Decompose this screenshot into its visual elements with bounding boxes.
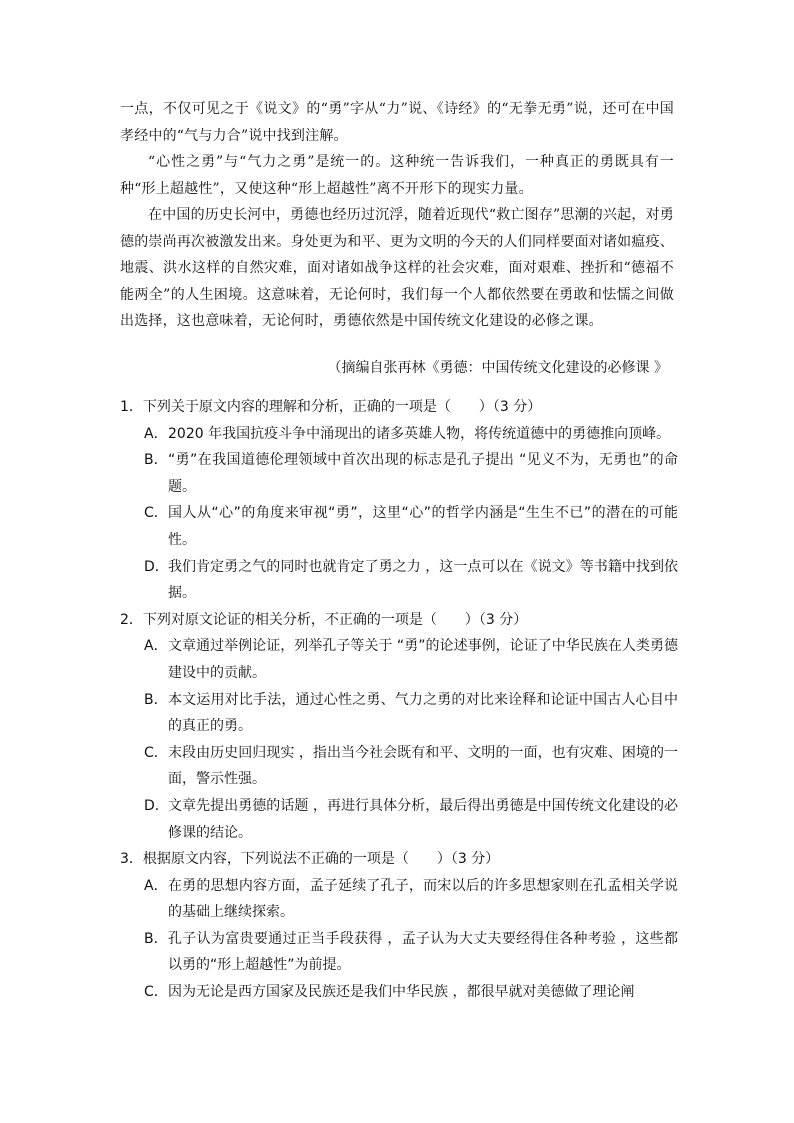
option-b bbox=[120, 926, 678, 979]
option-letter: A． bbox=[144, 877, 168, 894]
option-c bbox=[120, 979, 678, 1006]
question-list bbox=[120, 394, 678, 1006]
option-d bbox=[120, 554, 678, 607]
option-letter: D． bbox=[144, 558, 169, 575]
passage-paragraph-2: “心性之勇”与“气力之勇”是统一的。这种统一告诉我们，一种真正的勇既具有一种“形上超越性”，又使这种“形上超越性”离不开形下的现实力量。 bbox=[120, 154, 674, 197]
option-text: 国人从“心”的角度来审视“勇”，这里“心”的哲学内涵是“生生不已”的潜在的可能性。 bbox=[168, 505, 678, 548]
option-b bbox=[120, 687, 678, 740]
option-letter: A． bbox=[144, 638, 168, 655]
option-a bbox=[120, 421, 678, 448]
option-letter: C． bbox=[144, 744, 168, 761]
option-text: 文章通过举例论证，列举孔子等关于 “勇”的论述事例，论证了中华民族在人类勇德建设中的贡献。 bbox=[168, 638, 678, 681]
option-letter: B． bbox=[144, 930, 168, 947]
option-text: 孔子认为富贵要通过正当手段获得 ，孟子认为大丈夫要经得住各种考验 ，这些都以勇的“形上超越性”为前提。 bbox=[168, 930, 678, 974]
option-d bbox=[120, 793, 678, 846]
question-stem: 1．下列关于原文内容的理解和分析，正确的一项是（ ）（3 分） bbox=[120, 399, 542, 415]
option-a bbox=[120, 633, 678, 686]
option-text: 本文运用对比手法，通过心性之勇、气力之勇的对比来诠释和论证中国古人心目中的真正的勇。 bbox=[168, 691, 678, 735]
passage-paragraph-3: 在中国的历史长河中，勇德也经历过沉浮，随着近现代“救亡图存”思潮的兴起，对勇德的崇尚再次被激发出来。身处更为和平、更为文明的今天的人们同样要面对诸如瘟疫、地震、洪水这样的自然灾难，面对诸如战争这样的社会灾难，面对艰难、挫折和“德福不能两全”的人生困境。这意味着，无论何时，我们每一个人都依然要在勇敢和怯懦之间做出选择，这也意味着，无论何时，勇德依然是中国传统文化建设的必修之课。 bbox=[120, 207, 674, 329]
question-stem: 2．下列对原文论证的相关分析，不正确的一项是（ ）（3 分） bbox=[120, 611, 528, 628]
option-letter: B． bbox=[144, 452, 168, 469]
option-text: 我们肯定勇之气的同时也就肯定了勇之力 ，这一点可以在《说文》等书籍中找到依据。 bbox=[168, 558, 678, 602]
option-letter: A． bbox=[144, 425, 168, 442]
option-letter: C． bbox=[144, 984, 168, 1001]
option-text: 文章先提出勇德的话题 ，再进行具体分析，最后得出勇德是中国传统文化建设的必修课的结论。 bbox=[168, 797, 678, 841]
passage-paragraph-1: 一点，不仅可见之于《说文》的“勇”字从“力”说、《诗经》的“无拳无勇”说，还可在中国孝经中的“气与力合”说中找到注解。 bbox=[120, 101, 674, 144]
option-letter: B． bbox=[144, 691, 168, 708]
question-3 bbox=[120, 846, 678, 1006]
option-letter: D． bbox=[144, 797, 169, 814]
option-text: 因为无论是西方国家及民族还是我们中华民族 ，都很早就对美德做了理论阐 bbox=[168, 984, 635, 1001]
option-text: 在勇的思想内容方面，孟子延续了孔子，而宋以后的许多思想家则在孔孟相关学说的基础上继续探索。 bbox=[168, 877, 678, 921]
passage bbox=[120, 96, 674, 335]
option-c bbox=[120, 500, 678, 553]
option-b bbox=[120, 447, 678, 500]
question-1 bbox=[120, 394, 678, 607]
option-text: “勇”在我国道德伦理领域中首次出现的标志是孔子提出 “见义不为，无勇也”的命题。 bbox=[168, 452, 678, 495]
option-a bbox=[120, 873, 678, 926]
question-2 bbox=[120, 607, 678, 846]
option-c bbox=[120, 740, 678, 793]
option-text: 2020 年我国抗疫斗争中涌现出的诸多英雄人物，将传统道德中的勇德推向顶峰。 bbox=[168, 425, 671, 442]
option-letter: C． bbox=[144, 505, 168, 522]
option-text: 末段由历史回归现实 ，指出当今社会既有和平、文明的一面，也有灾难、困境的一面，警示性强。 bbox=[168, 744, 678, 788]
passage-source: （摘编自张再林《勇德：中国传统文化建设的必修课 》 bbox=[327, 360, 668, 376]
question-stem: 3．根据原文内容，下列说法不正确的一项是（ ）（3 分） bbox=[120, 851, 500, 868]
